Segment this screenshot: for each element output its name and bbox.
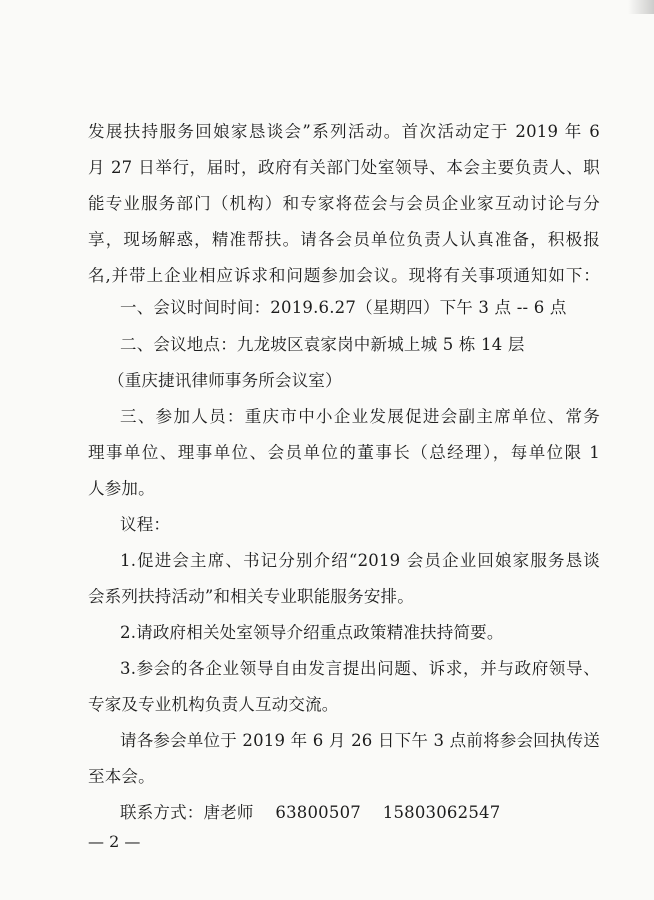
attendees-line-2: 理事单位、理事单位、会员单位的董事长（总经理），每单位限 1 [88, 443, 600, 462]
agenda-item-1-line-2: 会系列扶持活动”和相关专业职能服务安排。 [88, 587, 414, 606]
body-line-4: 享，现场解惑，精准帮扶。请各会员单位负责人认真准备，积极报 [88, 230, 600, 249]
meeting-location-detail: （重庆捷讯律师事务所会议室） [108, 371, 342, 390]
agenda-item-3-line-1: 3.参会的各企业领导自由发言提出问题、诉求，并与政府领导、 [120, 659, 600, 678]
attendees-line-3: 人参加。 [88, 479, 155, 498]
agenda-item-2: 2.请政府相关处室领导介绍重点政策精准扶持简要。 [120, 623, 504, 642]
scan-edge-mark [628, 0, 654, 14]
contact-line: 联系方式：唐老师 63800507 15803062547 [120, 803, 501, 822]
body-line-3: 能专业服务部门（机构）和专家将莅会与会员企业家互动讨论与分 [88, 194, 600, 213]
attendees-line-1: 三、参加人员：重庆市中小企业发展促进会副主席单位、常务 [120, 407, 600, 426]
agenda-item-1-line-1: 1.促进会主席、书记分别介绍“2019 会员企业回娘家服务恳谈 [120, 551, 600, 570]
page-number: — 2 — [88, 832, 141, 851]
meeting-time-line: 一、会议时间时间：2019.6.27（星期四）下午 3 点 -- 6 点 [120, 298, 567, 317]
receipt-line-2: 至本会。 [88, 767, 155, 786]
body-line-5: 名,并带上企业相应诉求和问题参加会议。现将有关事项通知如下： [88, 266, 600, 285]
body-line-2: 月 27 日举行，届时，政府有关部门处室领导、本会主要负责人、职 [88, 158, 600, 177]
agenda-item-3-line-2: 专家及专业机构负责人互动交流。 [88, 695, 339, 714]
meeting-location-line: 二、会议地点：九龙坡区袁家岗中新城上城 5 栋 14 层 [120, 335, 525, 354]
body-line-1: 发展扶持服务回娘家恳谈会”系列活动。首次活动定于 2019 年 6 [88, 122, 600, 141]
receipt-line-1: 请各参会单位于 2019 年 6 月 26 日下午 3 点前将参会回执传送 [120, 731, 600, 750]
agenda-heading: 议程： [120, 515, 171, 534]
